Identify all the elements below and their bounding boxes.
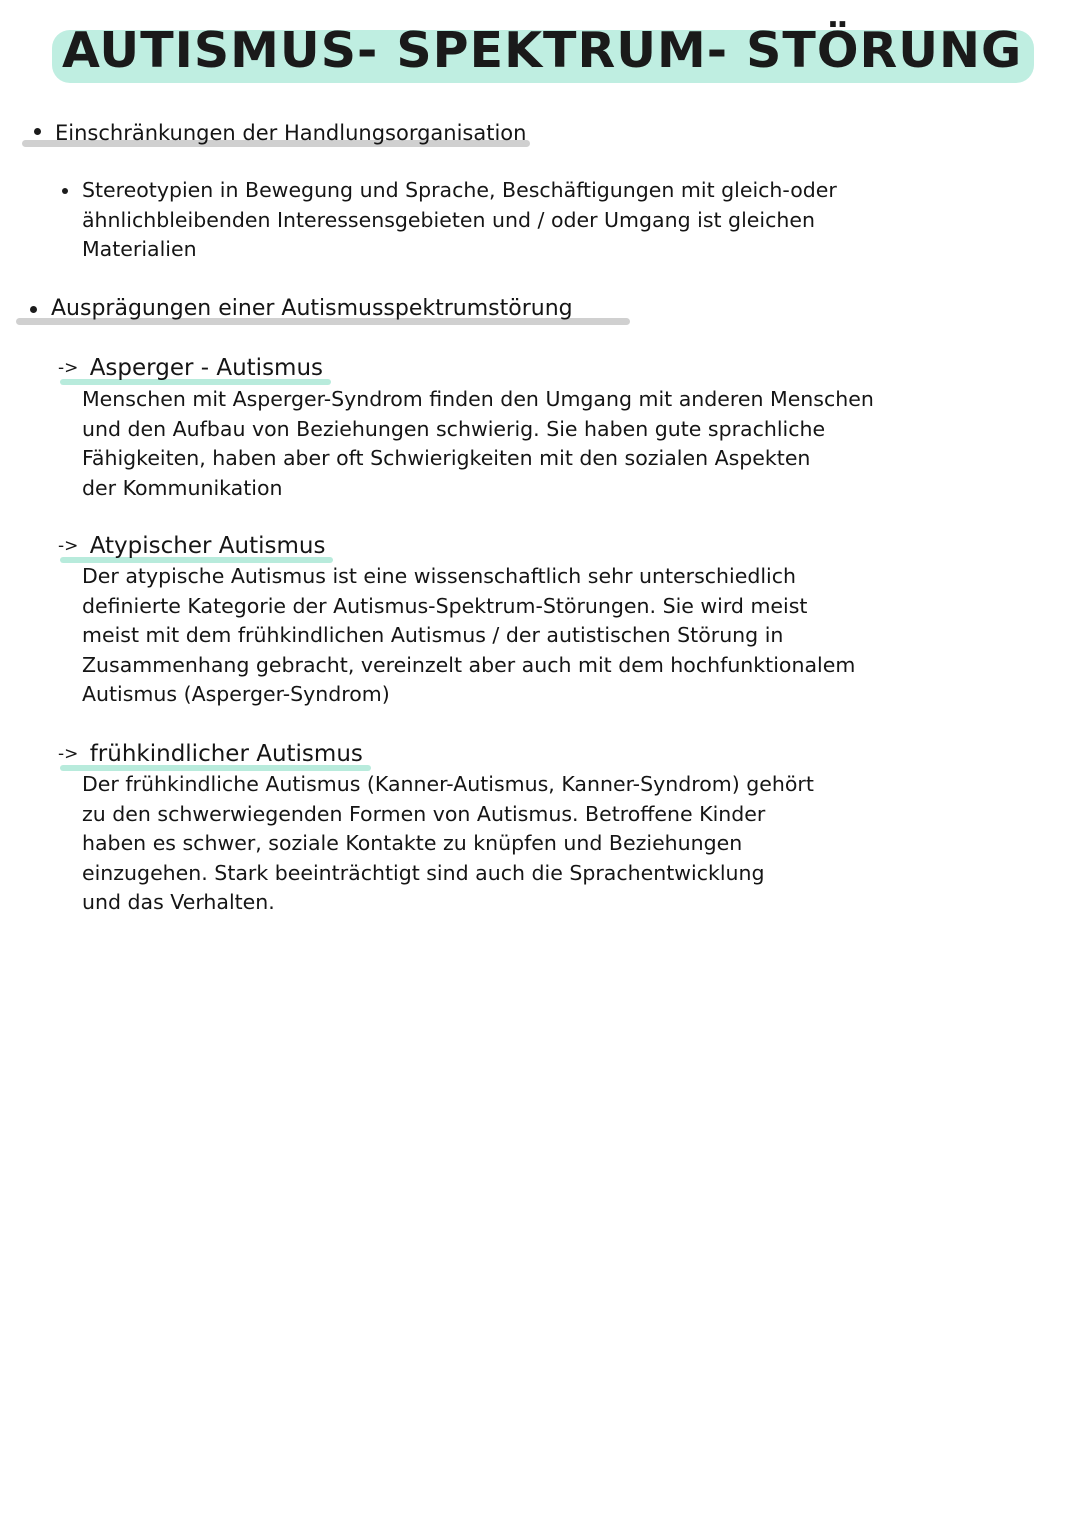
- title-part-stoerung: STÖRUNG: [746, 22, 1023, 79]
- atypischer-heading: [58, 532, 325, 562]
- fruehkindlicher-title: frühkindlicher Autismus: [89, 741, 363, 767]
- section1-heading-row: [34, 120, 526, 146]
- atypischer-text: Der atypische Autismus ist eine wissenschaftlich sehr unterschiedlich definierte Kategorie der Autismus-Spektrum-Störungen. Sie wird meist meist mit dem frühkindlichen Autismus / der autistischen Störung in Zusammenhang gebracht, vereinzelt aber auch mit dem hochfunktionalem Autismus (Asperger-Syndrom): [82, 564, 856, 706]
- atypischer-title: Atypischer Autismus: [89, 533, 326, 559]
- section2-heading: Ausprägungen einer Autismusspektrumstörung: [51, 296, 573, 321]
- title-part-spektrum: SPEKTRUM-: [396, 22, 729, 79]
- section2-heading-row: [30, 296, 573, 322]
- fruehkindlicher-heading: [58, 740, 363, 770]
- arrow-icon: ->: [58, 536, 79, 556]
- arrow-icon: ->: [58, 358, 79, 378]
- bullet-dot: [34, 128, 41, 135]
- title-highlight: [62, 22, 1022, 79]
- title-part-autismus: AUTISMUS-: [62, 22, 379, 79]
- page-title: [62, 22, 1022, 79]
- section1-bullet-text: Stereotypien in Bewegung und Sprache, Beschäftigungen mit gleich-oder ähnlichbleibenden Interessensgebieten und / oder Umgang ist gleichen Materialien: [82, 178, 837, 261]
- asperger-heading: [58, 354, 323, 384]
- fruehkindlicher-text: Der frühkindliche Autismus (Kanner-Autismus, Kanner-Syndrom) gehört zu den schwerwiegenden Formen von Autismus. Betroffene Kinder haben es schwer, soziale Kontakte zu knüpfen und Beziehungen einzugehen. Stark beeinträchtigt sind auch die Sprachentwicklung und das Verhalten.: [82, 772, 814, 914]
- asperger-text: Menschen mit Asperger-Syndrom finden den Umgang mit anderen Menschen und den Aufbau von Beziehungen schwierig. Sie haben gute sprachliche Fähigkeiten, haben aber oft Schwierigkeiten mit den sozialen Aspekten der Kommunikation: [82, 387, 874, 500]
- bullet-dot: [30, 306, 37, 313]
- bullet-dot: [62, 188, 68, 194]
- asperger-title: Asperger - Autismus: [89, 355, 324, 381]
- section1-heading: Einschränkungen der Handlungsorganisation: [55, 121, 527, 145]
- section1-bullet-row: [62, 178, 82, 194]
- arrow-icon: ->: [58, 744, 79, 764]
